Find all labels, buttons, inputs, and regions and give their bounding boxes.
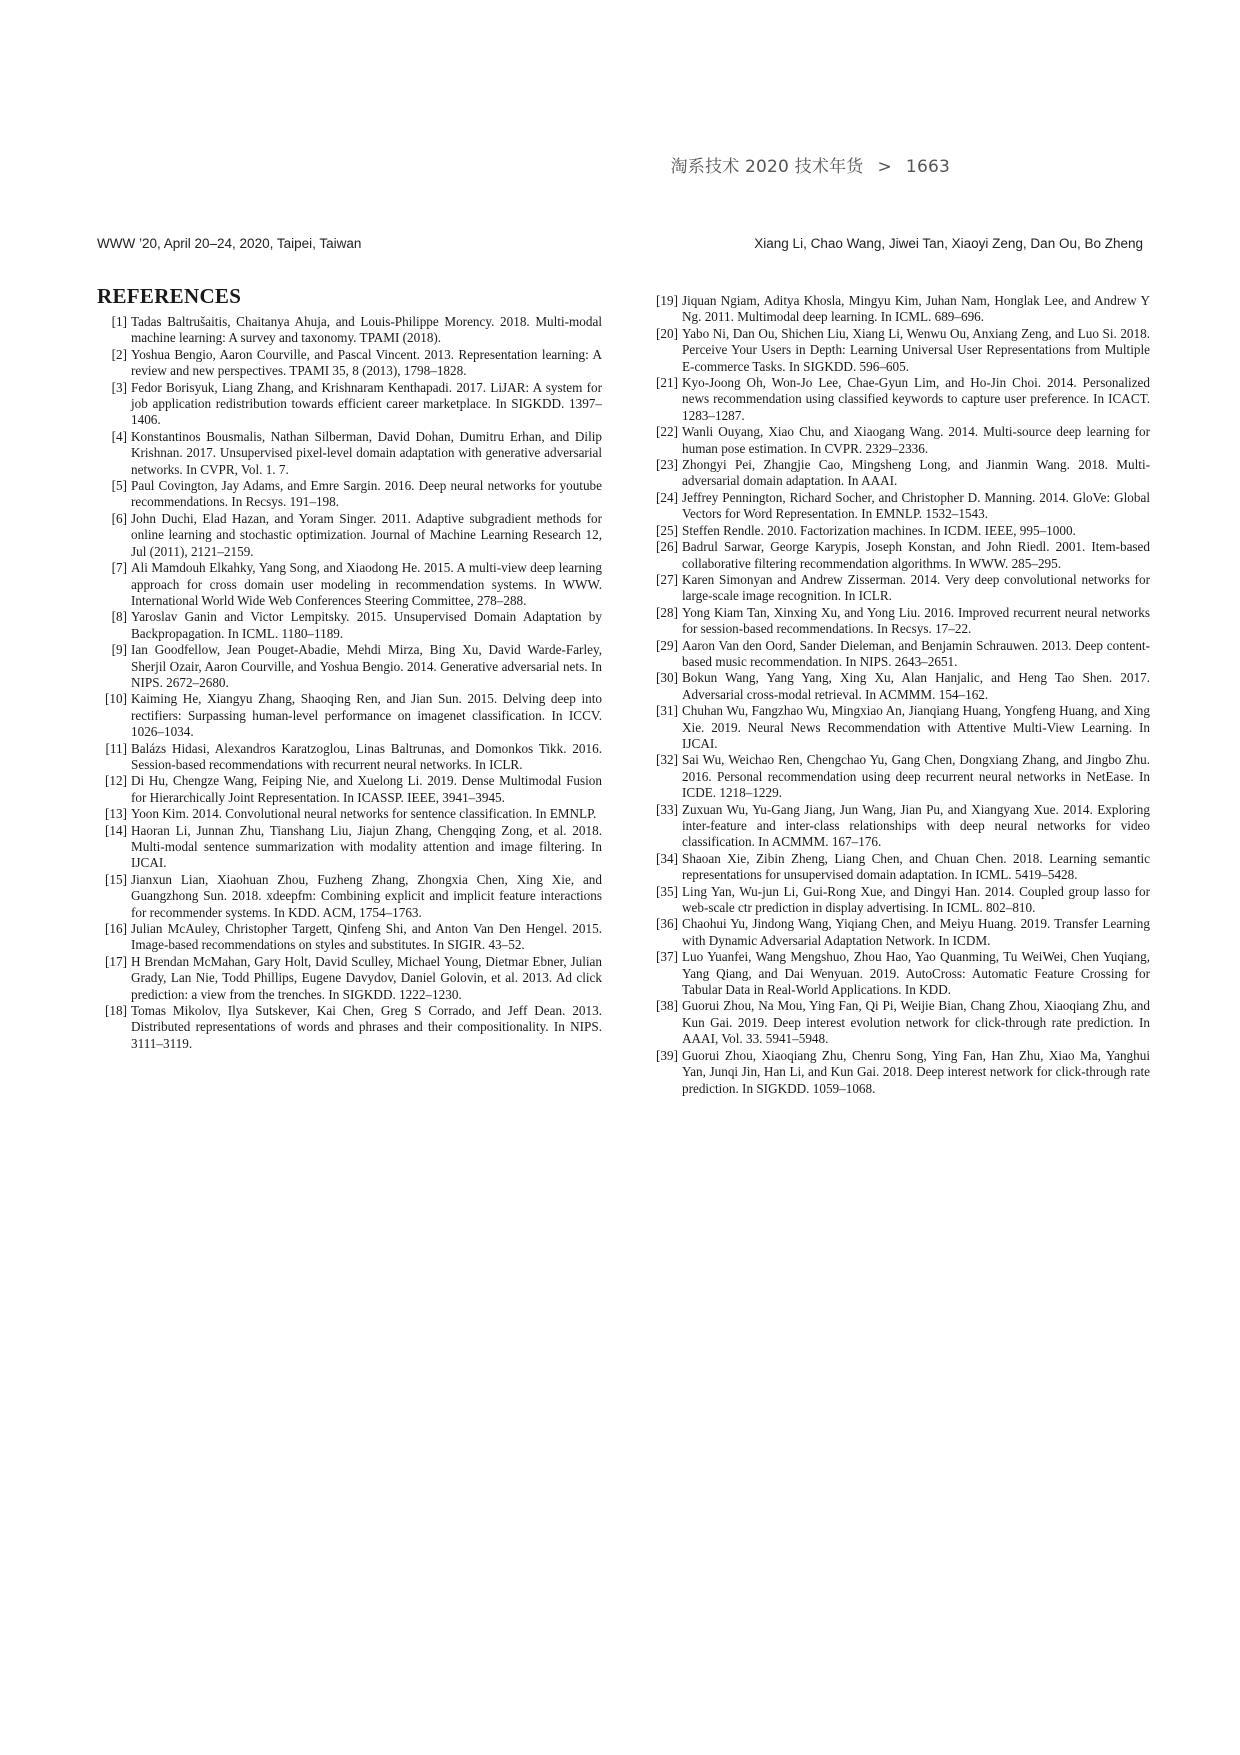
reference-text: Konstantinos Bousmalis, Nathan Silberman, David Dohan, Dumitru Erhan, and Dilip Krishnan. 2017. Unsupervised pixel-level domain adaptation with generative adversarial networks. In CVPR, Vol. 1. 7. bbox=[131, 428, 602, 477]
reference-item bbox=[648, 998, 1150, 1047]
reference-text: Chaohui Yu, Jindong Wang, Yiqiang Chen, and Meiyu Huang. 2019. Transfer Learning with Dynamic Adversarial Adaptation Network. In ICDM. bbox=[682, 916, 1150, 948]
reference-item bbox=[648, 293, 1150, 326]
reference-number: [12] bbox=[105, 773, 127, 789]
reference-item bbox=[97, 872, 602, 921]
reference-number: [4] bbox=[111, 428, 127, 444]
reference-item bbox=[648, 572, 1150, 605]
reference-text: Balázs Hidasi, Alexandros Karatzoglou, Linas Baltrunas, and Domonkos Tikk. 2016. Session-based recommendations with recurrent neural networks. In ICLR. bbox=[131, 740, 602, 772]
reference-number: [28] bbox=[656, 604, 678, 620]
reference-text: Yong Kiam Tan, Xinxing Xu, and Yong Liu. 2016. Improved recurrent neural networks for session-based recommendations. In Recsys. 17–22. bbox=[682, 604, 1150, 637]
reference-text: Shaoan Xie, Zibin Zheng, Liang Chen, and Chuan Chen. 2018. Learning semantic representations for unsupervised domain adaptation. In ICML. 5419–5428. bbox=[682, 850, 1150, 883]
reference-number: [23] bbox=[656, 457, 678, 473]
reference-text: Jeffrey Pennington, Richard Socher, and Christopher D. Manning. 2014. GloVe: Global Vectors for Word Representation. In EMNLP. 1532–1543. bbox=[682, 489, 1150, 522]
header-title: 淘系技术 2020 技术年货 bbox=[670, 157, 864, 177]
reference-text: H Brendan McMahan, Gary Holt, David Sculley, Michael Young, Dietmar Ebner, Julian Grady, Lan Nie, Todd Phillips, Eugene Davydov, Daniel Golovin, et al. 2013. Ad click prediction: a view from the trenches. In SIGKDD. 1222–1230. bbox=[131, 953, 602, 1002]
reference-text: John Duchi, Elad Hazan, and Yoram Singer. 2011. Adaptive subgradient methods for online learning and stochastic optimization. Journal of Machine Learning Research 12, Jul (2011), 2121–2159. bbox=[131, 510, 602, 559]
reference-number: [2] bbox=[111, 346, 127, 362]
reference-text: Luo Yuanfei, Wang Mengshuo, Zhou Hao, Yao Quanming, Tu WeiWei, Chen Yuqiang, Yang Qiang, and Dai Wenyuan. 2019. AutoCross: Automatic Feature Crossing for Tabular Data in Real-World Applications. In KDD. bbox=[682, 949, 1150, 998]
reference-text: Yoon Kim. 2014. Convolutional neural networks for sentence classification. In EMNLP. bbox=[131, 806, 597, 822]
reference-number: [14] bbox=[105, 822, 127, 838]
reference-number: [27] bbox=[656, 571, 678, 587]
reference-text: Ali Mamdouh Elkahky, Yang Song, and Xiaodong He. 2015. A multi-view deep learning approach for cross domain user modeling in recommendation systems. In WWW. International World Wide Web Conferences Steering Committee, 278–288. bbox=[131, 560, 602, 608]
reference-text: Tomas Mikolov, Ilya Sutskever, Kai Chen, Greg S Corrado, and Jeff Dean. 2013. Distributed representations of words and phrases and their compositionality. In NIPS. 3111–3119. bbox=[131, 1003, 602, 1051]
running-head-left: WWW ’20, April 20–24, 2020, Taipei, Taiwan bbox=[97, 236, 362, 251]
reference-text: Zhongyi Pei, Zhangjie Cao, Mingsheng Long, and Jianmin Wang. 2018. Multi-adversarial domain adaptation. In AAAI. bbox=[682, 457, 1150, 489]
reference-item bbox=[97, 954, 602, 1003]
reference-number: [17] bbox=[105, 953, 127, 969]
reference-text: Aaron Van den Oord, Sander Dieleman, and Benjamin Schrauwen. 2013. Deep content-based music recommendation. In NIPS. 2643–2651. bbox=[682, 637, 1150, 669]
reference-number: [35] bbox=[656, 883, 678, 899]
reference-text: Paul Covington, Jay Adams, and Emre Sargin. 2016. Deep neural networks for youtube recommendations. In Recsys. 191–198. bbox=[131, 478, 602, 510]
reference-text: Steffen Rendle. 2010. Factorization machines. In ICDM. IEEE, 995–1000. bbox=[682, 522, 1076, 538]
header-separator: > bbox=[877, 157, 892, 177]
reference-text: Jiquan Ngiam, Aditya Khosla, Mingyu Kim, Juhan Nam, Honglak Lee, and Andrew Y Ng. 2011. Multimodal deep learning. In ICML. 689–696. bbox=[682, 293, 1150, 325]
reference-item bbox=[648, 523, 1150, 539]
reference-text: Di Hu, Chengze Wang, Feiping Nie, and Xuelong Li. 2019. Dense Multimodal Fusion for Hierarchically Joint Representation. In ICASSP. IEEE, 3941–3945. bbox=[131, 773, 602, 805]
reference-item bbox=[648, 1048, 1150, 1097]
reference-item bbox=[648, 326, 1150, 375]
reference-number: [1] bbox=[111, 314, 127, 329]
reference-number: [7] bbox=[111, 560, 127, 576]
reference-number: [16] bbox=[105, 921, 127, 937]
reference-number: [26] bbox=[656, 539, 678, 555]
reference-number: [13] bbox=[105, 806, 127, 822]
reference-item bbox=[648, 539, 1150, 572]
page-number: 1663 bbox=[905, 157, 950, 177]
reference-text: Jianxun Lian, Xiaohuan Zhou, Fuzheng Zhang, Zhongxia Chen, Xing Xie, and Guangzhong Sun. 2018. xdeepfm: Combining explicit and implicit feature interactions for recommender systems. In KDD. ACM, 1754–1763. bbox=[131, 871, 602, 920]
reference-number: [20] bbox=[656, 325, 678, 341]
reference-item bbox=[648, 752, 1150, 801]
reference-text: Karen Simonyan and Andrew Zisserman. 2014. Very deep convolutional networks for large-scale image recognition. In ICLR. bbox=[682, 571, 1150, 604]
reference-item bbox=[97, 429, 602, 478]
reference-item bbox=[97, 691, 602, 740]
reference-item bbox=[97, 921, 602, 954]
reference-number: [3] bbox=[111, 379, 127, 395]
reference-item bbox=[97, 314, 602, 347]
reference-number: [31] bbox=[656, 703, 678, 719]
reference-text: Kaiming He, Xiangyu Zhang, Shaoqing Ren, and Jian Sun. 2015. Delving deep into rectifiers: Surpassing human-level performance on imagenet classification. In ICCV. 1026–1034. bbox=[131, 691, 602, 740]
reference-text: Tadas Baltrušaitis, Chaitanya Ahuja, and Louis-Philippe Morency. 2018. Multi-modal machine learning: A survey and taxonomy. TPAMI (2018). bbox=[131, 314, 602, 346]
reference-text: Julian McAuley, Christopher Targett, Qinfeng Shi, and Anton Van Den Hengel. 2015. Image-based recommendations on styles and substitutes. In SIGIR. 43–52. bbox=[131, 921, 602, 953]
reference-item bbox=[97, 1003, 602, 1052]
reference-number: [32] bbox=[656, 752, 678, 768]
reference-item bbox=[648, 490, 1150, 523]
reference-number: [15] bbox=[105, 871, 127, 887]
running-head-right: Xiang Li, Chao Wang, Jiwei Tan, Xiaoyi Zeng, Dan Ou, Bo Zheng bbox=[754, 236, 1143, 251]
reference-item bbox=[648, 703, 1150, 752]
reference-number: [36] bbox=[656, 916, 678, 932]
reference-number: [5] bbox=[111, 478, 127, 494]
reference-number: [19] bbox=[656, 293, 678, 308]
reference-item bbox=[97, 560, 602, 609]
reference-text: Wanli Ouyang, Xiao Chu, and Xiaogang Wang. 2014. Multi-source deep learning for human pose estimation. In CVPR. 2329–2336. bbox=[682, 424, 1150, 456]
reference-item bbox=[648, 884, 1150, 917]
reference-item bbox=[97, 478, 602, 511]
reference-text: Guorui Zhou, Xiaoqiang Zhu, Chenru Song, Ying Fan, Han Zhu, Xiao Ma, Yanghui Yan, Junqi Jin, Han Li, and Kun Gai. 2018. Deep interest network for click-through rate prediction. In SIGKDD. 1059–1068. bbox=[682, 1047, 1150, 1096]
reference-number: [6] bbox=[111, 510, 127, 526]
reference-item bbox=[97, 823, 602, 872]
reference-text: Yabo Ni, Dan Ou, Shichen Liu, Xiang Li, Wenwu Ou, Anxiang Zeng, and Luo Si. 2018. Perceive Your Users in Depth: Learning Universal User Representations from Multiple E-commerce Tasks. In SIGKDD. 596–605. bbox=[682, 325, 1150, 374]
reference-text: Haoran Li, Junnan Zhu, Tianshang Liu, Jiajun Zhang, Chengqing Zong, et al. 2018. Multi-modal sentence summarization with modality attention and image filtering. In IJCAI. bbox=[131, 822, 602, 871]
reference-item bbox=[648, 949, 1150, 998]
reference-item bbox=[97, 642, 602, 691]
reference-number: [18] bbox=[105, 1003, 127, 1019]
reference-item bbox=[648, 605, 1150, 638]
reference-item bbox=[648, 638, 1150, 671]
reference-item bbox=[648, 375, 1150, 424]
reference-number: [38] bbox=[656, 998, 678, 1014]
reference-text: Zuxuan Wu, Yu-Gang Jiang, Jun Wang, Jian Pu, and Xiangyang Xue. 2014. Exploring inter-feature and inter-class relationships with deep neural networks for video classification. In ACMMM. 167–176. bbox=[682, 801, 1150, 850]
reference-item bbox=[648, 802, 1150, 851]
reference-number: [30] bbox=[656, 670, 678, 686]
reference-number: [22] bbox=[656, 424, 678, 440]
reference-number: [29] bbox=[656, 637, 678, 653]
reference-item bbox=[648, 916, 1150, 949]
reference-text: Fedor Borisyuk, Liang Zhang, and Krishnaram Kenthapadi. 2017. LiJAR: A system for job application redistribution towards efficient career marketplace. In SIGKDD. 1397–1406. bbox=[131, 379, 602, 428]
reference-number: [24] bbox=[656, 489, 678, 505]
reference-item bbox=[97, 741, 602, 774]
reference-text: Ian Goodfellow, Jean Pouget-Abadie, Mehdi Mirza, Bing Xu, David Warde-Farley, Sherjil Ozair, Aaron Courville, and Yoshua Bengio. 2014. Generative adversarial nets. In NIPS. 2672–2680. bbox=[131, 642, 602, 690]
reference-text: Badrul Sarwar, George Karypis, Joseph Konstan, and John Riedl. 2001. Item-based collaborative filtering recommendation algorithms. In WWW. 285–295. bbox=[682, 539, 1150, 571]
reference-number: [21] bbox=[656, 375, 678, 391]
reference-number: [10] bbox=[105, 691, 127, 707]
reference-item bbox=[648, 457, 1150, 490]
reference-number: [8] bbox=[111, 609, 127, 625]
reference-text: Kyo-Joong Oh, Won-Jo Lee, Chae-Gyun Lim, and Ho-Jin Choi. 2014. Personalized news recommendation using classified keywords to capture user preference. In ICACT. 1283–1287. bbox=[682, 375, 1150, 423]
reference-number: [39] bbox=[656, 1047, 678, 1063]
reference-number: [25] bbox=[656, 522, 678, 538]
references-left-column bbox=[97, 314, 602, 1052]
reference-text: Yoshua Bengio, Aaron Courville, and Pascal Vincent. 2013. Representation learning: A review and new perspectives. TPAMI 35, 8 (2013), 1798–1828. bbox=[131, 346, 602, 379]
reference-item bbox=[97, 511, 602, 560]
reference-number: [11] bbox=[105, 740, 127, 756]
page-header bbox=[671, 152, 950, 177]
reference-item bbox=[97, 773, 602, 806]
reference-number: [33] bbox=[656, 801, 678, 817]
reference-text: Sai Wu, Weichao Ren, Chengchao Yu, Gang Chen, Dongxiang Zhang, and Jingbo Zhu. 2016. Personal recommendation using deep recurrent neural networks in NetEase. In ICDE. 1218–1229. bbox=[682, 752, 1150, 801]
reference-number: [34] bbox=[656, 850, 678, 866]
reference-text: Chuhan Wu, Fangzhao Wu, Mingxiao An, Jianqiang Huang, Yongfeng Huang, and Xing Xie. 2019. Neural News Recommendation with Attentive Multi-View Learning. In IJCAI. bbox=[682, 703, 1150, 751]
reference-item bbox=[648, 851, 1150, 884]
reference-item bbox=[97, 609, 602, 642]
reference-item bbox=[97, 806, 602, 822]
reference-text: Guorui Zhou, Na Mou, Ying Fan, Qi Pi, Weijie Bian, Chang Zhou, Xiaoqiang Zhu, and Kun Gai. 2019. Deep interest evolution network for click-through rate prediction. In AAAI, Vol. 33. 5941–5948. bbox=[682, 998, 1150, 1047]
reference-number: [9] bbox=[111, 642, 127, 658]
reference-item bbox=[97, 347, 602, 380]
reference-text: Ling Yan, Wu-jun Li, Gui-Rong Xue, and Dingyi Han. 2014. Coupled group lasso for web-scale ctr prediction in display advertising. In ICML. 802–810. bbox=[682, 883, 1150, 916]
reference-text: Bokun Wang, Yang Yang, Xing Xu, Alan Hanjalic, and Heng Tao Shen. 2017. Adversarial cross-modal retrieval. In ACMMM. 154–162. bbox=[682, 670, 1150, 702]
reference-text: Yaroslav Ganin and Victor Lempitsky. 2015. Unsupervised Domain Adaptation by Backpropagation. In ICML. 1180–1189. bbox=[131, 609, 602, 641]
reference-item bbox=[648, 670, 1150, 703]
reference-item bbox=[97, 380, 602, 429]
references-right-column bbox=[648, 293, 1150, 1097]
section-title: REFERENCES bbox=[97, 284, 242, 308]
reference-item bbox=[648, 424, 1150, 457]
reference-number: [37] bbox=[656, 949, 678, 965]
